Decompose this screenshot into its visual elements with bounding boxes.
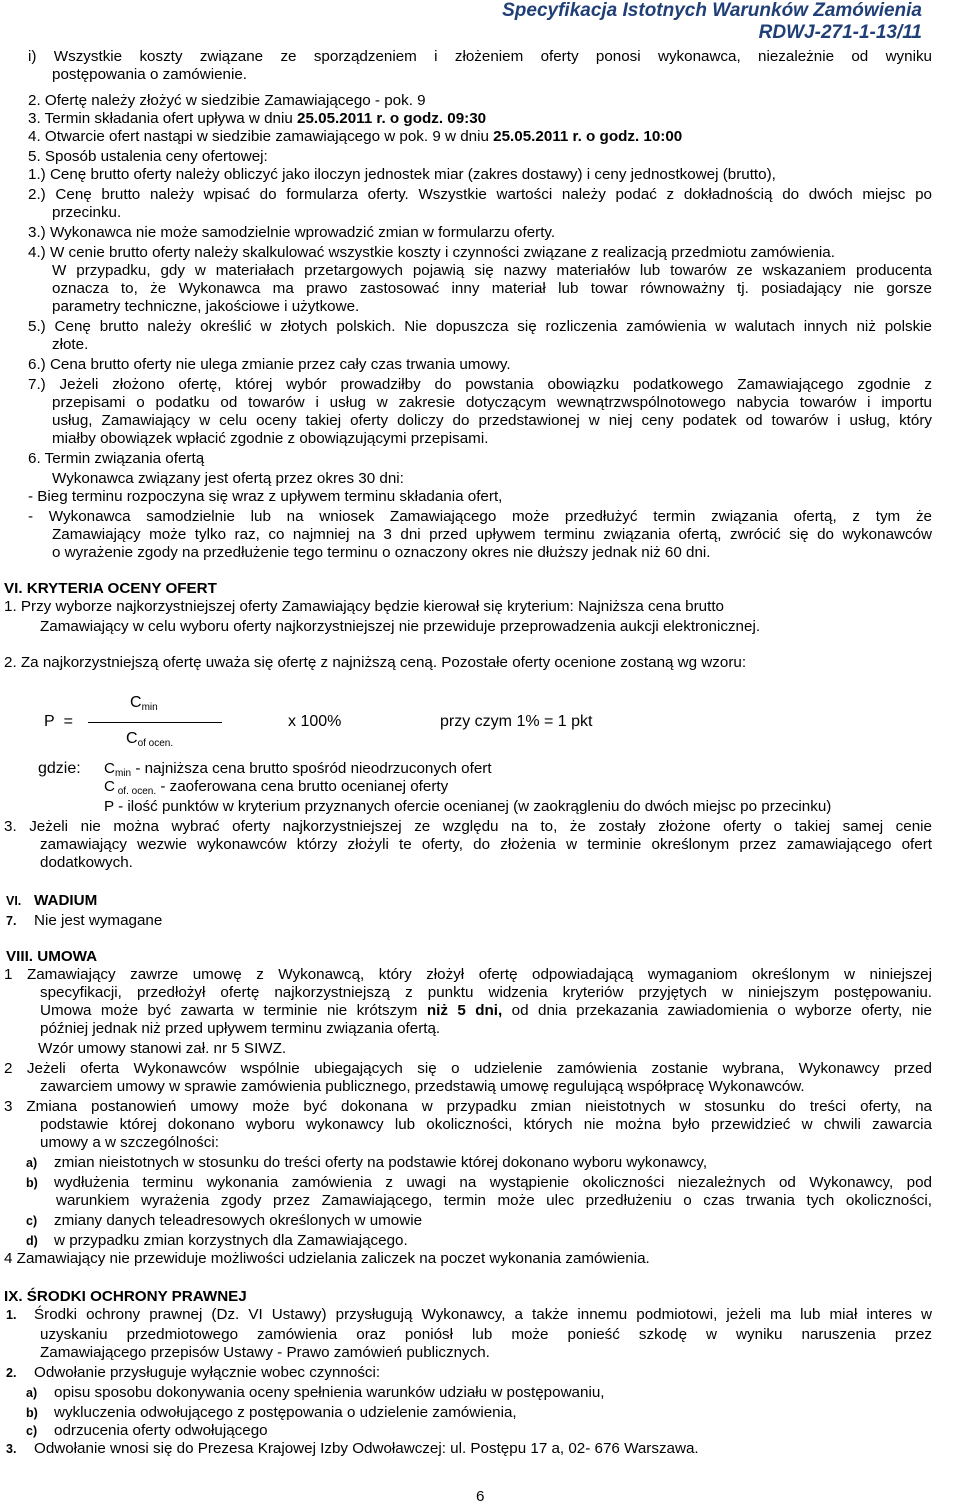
text-line	[52, 394, 932, 412]
legend-cmin-symbol: C	[104, 760, 115, 777]
item-number: c)	[26, 1214, 38, 1228]
line-text: 1. Przy wyborze najkorzystniejszej oferty Zamawiający będzie kierował się kryterium: Najniższa cena brutto	[4, 598, 724, 615]
line-text: 1 Zamawiający zawrze umowę z Wykonawcą, który złożył ofertę odpowiadającą wymaganiom określonym w niniejszej	[4, 966, 932, 983]
line-text: Odwołanie wnosi się do Prezesa Krajowej Izby Odwoławczej: ul. Postępu 17 a, 02- 676 Warszawa.	[34, 1440, 699, 1457]
line-text: zmiany danych teleadresowych określonych w umowie	[54, 1212, 423, 1229]
legend-cmin-text: - najniższa cena brutto spośród nieodrzuconych ofert	[131, 760, 492, 777]
line-text: Umowa może być zawarta w terminie nie krótszym	[40, 1002, 427, 1019]
formula-c-min	[130, 694, 158, 714]
line-bold-text: 25.05.2011 r. o godz. 10:00	[493, 128, 683, 145]
line-text: Zamawiający w celu wyboru oferty najkorzystniejszej nie przewiduje przeprowadzenia aukcji elektronicznej.	[40, 618, 761, 635]
text-line	[52, 470, 404, 488]
text-line	[4, 1288, 247, 1306]
line-text: Wzór umowy stanowi zał. nr 5 SIWZ.	[38, 1040, 287, 1057]
text-line	[28, 318, 932, 336]
item-number: 7.	[6, 914, 17, 928]
text-line	[52, 298, 359, 316]
line-text: wydłużenia terminu wykonania zamówienia z uwagi na wystąpienie okoliczności niezależnych od Wykonawcy, pod	[54, 1174, 932, 1191]
text-line	[28, 356, 511, 374]
line-text: specyfikacji, przedłożył ofertę najkorzystniejszą z punktu widzenia kryteriów przyjętych w niniejszym postępowaniu.	[40, 984, 932, 1001]
item-number: b)	[26, 1176, 38, 1190]
line-text: 2. Za najkorzystniejszą ofertę uważa się ofertę z najniższą ceną. Pozostałe oferty ocenione zostaną wg wzoru:	[4, 654, 747, 671]
text-line	[28, 92, 426, 110]
line-text: uzyskaniu przedmiotowego zamówienia oraz poniósł lub może ponieść szkodę w wyniku naruszenia przez	[40, 1326, 932, 1343]
line-text: dodatkowych.	[40, 854, 133, 871]
line-text: odrzucenia oferty odwołującego	[54, 1422, 268, 1439]
line-text: 4 Zamawiający nie przewiduje możliwości udzielania zaliczek na poczet wykonania zamówienia.	[4, 1250, 650, 1267]
legend-cof-text: - zaoferowana cena brutto ocenianej oferty	[156, 778, 449, 795]
line-text: Wykonawca związany jest ofertą przez okres 30 dni:	[52, 470, 404, 487]
legend-cof-subscript: of. ocen.	[114, 786, 157, 797]
item-number: 3.	[6, 1442, 17, 1456]
item-number: VI.	[6, 894, 22, 908]
text-line	[52, 336, 88, 354]
text-line	[28, 166, 776, 184]
text-line	[4, 1060, 932, 1078]
line-text: 5.) Cenę brutto należy określić w złotych polskich. Nie dopuszcza się rozliczenia zamówienia w walutach innych niż polskie	[28, 318, 932, 335]
item-number: d)	[26, 1234, 38, 1248]
text-line	[52, 412, 932, 430]
text-line	[40, 1116, 932, 1134]
line-text: 7.) Jeżeli złożono ofertę, której wybór prowadziłby do powstania obowiązku podatkowego Zamawiającego zgodnie z	[28, 376, 932, 393]
text-line	[4, 580, 217, 598]
formula-c-min-symbol: C	[130, 694, 142, 711]
line-text: opisu sposobu dokonywania oceny spełnienia warunków udziału w postępowaniu,	[54, 1384, 605, 1401]
text-line	[40, 836, 932, 854]
line-text: warunkiem wyrażenia zgody przez Zamawiającego, termin może ulec przedłużeniu o czas trwania tych okoliczności,	[56, 1192, 932, 1209]
item-number: c)	[26, 1424, 38, 1438]
text-line	[28, 450, 204, 468]
formula-fraction-bar	[88, 722, 222, 723]
formula-note: przy czym 1% = 1 pkt	[440, 713, 593, 730]
text-line	[52, 204, 121, 222]
line-text: 3. Jeżeli nie można wybrać oferty najkorzystniejszej ze względu na to, że zostały złożone oferty o takiej samej cenie	[4, 818, 932, 835]
item-number: b)	[26, 1406, 38, 1420]
text-line	[52, 430, 488, 448]
formula-p: P	[44, 713, 55, 730]
text-line	[4, 654, 746, 672]
line-text: Zamawiającego przepisów Ustawy - Prawo zamówień publicznych.	[40, 1344, 490, 1361]
text-line	[4, 598, 724, 616]
line-text: postępowania o zamówienie.	[52, 66, 248, 83]
text-line	[4, 1098, 932, 1116]
line-text: 3 Zmiana postanowień umowy może być dokonana w przypadku zmian nieistotnych w stosunku do treści oferty, na	[4, 1098, 932, 1115]
line-bold-text: WADIUM	[34, 892, 98, 909]
legend-row-cof	[104, 778, 448, 798]
text-line	[52, 262, 932, 280]
line-text: miałby obowiązek wpłacić zgodnie z obowiązującymi przepisami.	[52, 430, 489, 447]
line-text: przepisami o podatku od towarów i usług w zakresie dotyczącym wewnątrzwspólnotowego nabycia towarów i importu	[52, 394, 932, 411]
item-number: 2.	[6, 1366, 17, 1380]
text-line	[6, 892, 97, 910]
text-line	[4, 966, 932, 984]
line-text: 6.) Cena brutto oferty nie ulega zmianie przez cały czas trwania umowy.	[28, 356, 511, 373]
line-text: Odwołanie przysługuje wyłącznie wobec czynności:	[34, 1364, 381, 1381]
line-text: 2. Ofertę należy złożyć w siedzibie Zamawiającego - pok. 9	[28, 92, 426, 109]
line-bold-text: IX. ŚRODKI OCHRONY PRAWNEJ	[4, 1288, 247, 1305]
item-number: a)	[26, 1156, 38, 1170]
text-line	[28, 110, 486, 128]
line-text: Nie jest wymagane	[34, 912, 163, 929]
line-text: wykluczenia odwołującego z postępowania o udzielenie zamówienia,	[54, 1404, 517, 1421]
line-text: 4.) W cenie brutto oferty należy skalkulować wszystkie koszty i czynności związane z realizacją przedmiotu zamówienia.	[28, 244, 835, 261]
text-line	[28, 148, 268, 166]
line-text: przecinku.	[52, 204, 122, 221]
line-text: 4. Otwarcie ofert nastąpi w siedzibie zamawiającego w pok. 9 w dniu	[28, 128, 494, 145]
line-bold-text: VIII. UMOWA	[6, 948, 98, 965]
formula-equals: =	[63, 713, 73, 730]
text-line	[26, 1384, 604, 1402]
line-text: 1.) Cenę brutto oferty należy obliczyć jako iloczyn jednostek miar (zakres dostawy) i ceny jednostkowej (brutto),	[28, 166, 776, 183]
legend-cmin-subscript: min	[114, 768, 132, 779]
text-line	[28, 186, 932, 204]
line-text: Zamawiający może tylko raz, co najmniej na 3 dni przed upływem terminu związania ofertą, zwrócić się do wykonawców	[52, 526, 932, 543]
text-line	[26, 1232, 408, 1250]
line-text: W przypadku, gdy w materiałach przetargowych pojawią się nazwy materiałów lub towarów ze wskazaniem producenta	[52, 262, 932, 279]
line-text: 5. Sposób ustalenia ceny ofertowej:	[28, 148, 268, 165]
text-line	[28, 224, 555, 242]
line-text: 2.) Cenę brutto należy wpisać do formularza oferty. Wszystkie wartości należy podać z dokładnością do dwóch miejsc po	[28, 186, 932, 203]
text-line	[28, 244, 835, 262]
text-line	[26, 1404, 517, 1422]
item-number: a)	[26, 1386, 38, 1400]
line-text: 2 Jeżeli oferta Wykonawców wspólnie ubiegających się o udzielenie zamówienia zostanie wybrana, Wykonawcy przed	[4, 1060, 932, 1077]
text-line	[40, 984, 932, 1002]
text-line	[26, 1212, 422, 1230]
text-line	[28, 508, 932, 526]
line-bold-text: niż 5 dni,	[426, 1002, 503, 1019]
line-text: - Bieg terminu rozpoczyna się wraz z upływem terminu składania ofert,	[28, 488, 503, 505]
text-line	[6, 912, 162, 930]
line-text: - Wykonawca samodzielnie lub na wniosek Zamawiającego może przedłużyć termin związania ofertą, z tym że	[28, 508, 932, 525]
text-line	[40, 1020, 440, 1038]
formula-c-of-symbol: C	[126, 730, 138, 747]
text-line	[40, 1134, 219, 1152]
text-line	[6, 1364, 380, 1382]
text-line	[40, 854, 133, 872]
line-text: zawarciem umowy w sprawie zamówienia publicznego, przedstawią umowę regulującą współpracę Wykonawców.	[40, 1078, 805, 1095]
line-text: 6. Termin związania ofertą	[28, 450, 205, 467]
text-line	[40, 1078, 805, 1096]
document-title: Specyfikacja Istotnych Warunków Zamówienia	[502, 0, 922, 21]
text-line	[40, 1326, 932, 1344]
line-text: w przypadku zmian korzystnych dla Zamawiającego.	[54, 1232, 408, 1249]
line-text: 3.) Wykonawca nie może samodzielnie wprowadzić zmian w formularzu oferty.	[28, 224, 556, 241]
text-line	[26, 1154, 707, 1172]
line-text: Środki ochrony prawnej (Dz. VI Ustawy) przysługują Wykonawcy, a także innemu podmiotowi, jeżeli ma lub miał interes w	[34, 1306, 932, 1323]
document-header	[502, 0, 922, 44]
text-line	[40, 618, 760, 636]
formula-c-of-subscript: of ocen.	[137, 738, 174, 749]
line-text: o wyrażenie zgody na przedłużenie tego terminu o oznaczony okres nie dłuższy jednak niż 60 dni.	[52, 544, 711, 561]
text-line	[52, 544, 711, 562]
text-line	[28, 48, 932, 66]
formula-p-label	[44, 713, 73, 731]
item-number: 1.	[6, 1308, 17, 1322]
text-line	[52, 526, 932, 544]
document-code: RDWJ-271-1-13/11	[758, 22, 922, 43]
legend-row-cmin	[104, 760, 492, 780]
line-text: oznacza to, że Wykonawca ma prawo zastosować inny materiał lub towar równoważny tj. posiadający nie gorsze	[52, 280, 932, 297]
text-line	[6, 1306, 932, 1324]
text-line	[52, 280, 932, 298]
text-line	[28, 376, 932, 394]
line-text: usług, Zamawiający w celu oceny takiej oferty doliczy do przedstawionej w niej ceny podatek od towarów i usług, który	[52, 412, 932, 429]
text-line	[4, 1250, 650, 1268]
text-line	[38, 1040, 286, 1058]
line-text: zmian nieistotnych w stosunku do treści oferty na podstawie której dokonano wyboru wykonawcy,	[54, 1154, 708, 1171]
formula-times: x 100%	[288, 713, 342, 730]
text-line	[40, 1344, 490, 1362]
text-line	[6, 1440, 699, 1458]
text-line	[6, 948, 97, 966]
line-text: i) Wszystkie koszty związane ze sporządzeniem i złożeniem oferty ponosi wykonawca, niezależnie od wyniku	[28, 48, 932, 65]
text-line	[52, 66, 247, 84]
legend-row-p: P - ilość punktów w kryterium przyznanych ofercie ocenianej (w zaokrągleniu do dwóch miejsc po przecinku)	[104, 798, 832, 815]
text-line	[56, 1192, 932, 1210]
line-text: umowy a w szczególności:	[40, 1134, 219, 1151]
formula-c-of	[126, 730, 173, 750]
line-bold-text: 25.05.2011 r. o godz. 09:30	[297, 110, 487, 127]
page-number: 6	[476, 1488, 485, 1505]
line-bold-text: VI. KRYTERIA OCENY OFERT	[4, 580, 217, 597]
line-text: parametry techniczne, jakościowe i użytkowe.	[52, 298, 360, 315]
line-text: zamawiający wezwie wykonawców którzy złożyli te oferty, do złożenia w terminie określonym przez zamawiającego ofert	[40, 836, 932, 853]
line-text: złote.	[52, 336, 89, 353]
text-line	[28, 128, 682, 146]
line-text: 3. Termin składania ofert upływa w dniu	[28, 110, 298, 127]
line-text: później jednak niż przed upływem terminu związania ofertą.	[40, 1020, 441, 1037]
text-line	[4, 818, 932, 836]
text-line	[26, 1174, 932, 1192]
formula-c-min-subscript: min	[141, 702, 158, 713]
legend-gdzie: gdzie:	[38, 760, 81, 777]
line-text: podstawie której dokonano wyboru wykonawcy lub okoliczności, których nie można było przewidzieć w chwili zawarcia	[40, 1116, 932, 1133]
text-line	[28, 488, 502, 506]
text-line	[26, 1422, 268, 1440]
legend-cof-symbol: C	[104, 778, 115, 795]
text-line	[40, 1002, 932, 1020]
line-text-after: od dnia przekazania zawiadomienia o wyborze oferty, nie	[502, 1002, 932, 1019]
